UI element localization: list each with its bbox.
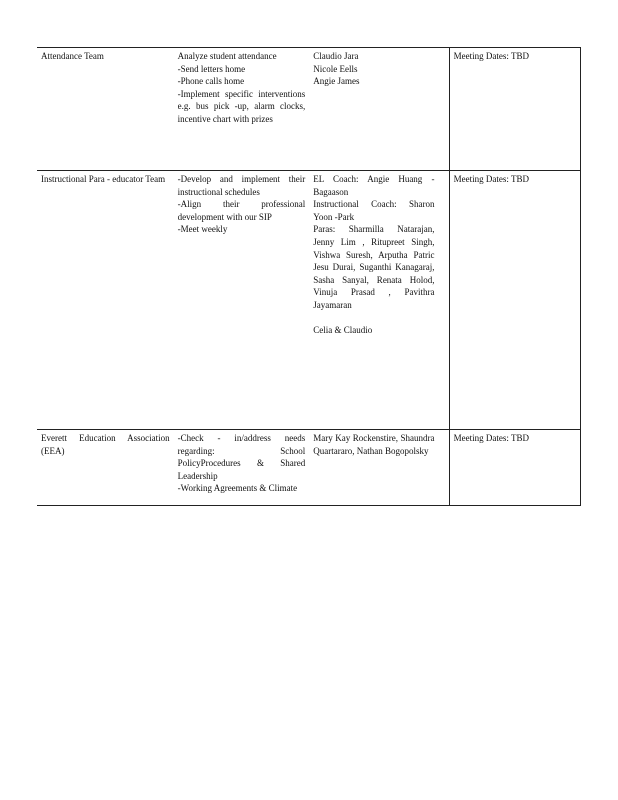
members-cell <box>309 171 438 430</box>
meeting-dates: Meeting Dates: TBD <box>453 433 529 443</box>
responsibility-line: -Implement specific interventions e.g. bus pick -up, alarm clocks, incentive chart with prizes <box>177 88 306 124</box>
responsibility-line: -Meet weekly <box>177 224 228 235</box>
spacer-cell <box>438 430 449 506</box>
team-table <box>37 47 581 506</box>
schedule-cell <box>449 430 580 506</box>
member-line: Claudio Jara <box>313 51 359 61</box>
responsibilities-cell <box>174 171 310 430</box>
responsibility-line: -Align their professional development with our SIP <box>177 199 306 222</box>
team-name: Instructional Para - educator Team <box>41 174 166 184</box>
members-cell <box>309 48 438 171</box>
responsibilities-cell <box>174 430 310 506</box>
meeting-dates: Meeting Dates: TBD <box>453 51 529 61</box>
responsibility-line: -Working Agreements & Climate <box>177 483 298 494</box>
member-line: Instructional Coach: Sharon Yoon -Park <box>313 199 435 222</box>
responsibility-line: -Develop and implement their instructional schedules <box>177 174 306 197</box>
responsibility-line: -Send letters home <box>177 63 246 74</box>
schedule-cell <box>449 48 580 171</box>
member-line: Angie James <box>313 76 360 87</box>
responsibility-line: -Phone calls home <box>177 76 245 87</box>
table-row <box>37 48 581 171</box>
meeting-dates: Meeting Dates: TBD <box>453 174 529 184</box>
spacer-cell <box>438 171 449 430</box>
team-name-cell <box>37 48 174 171</box>
team-name-cell <box>37 171 174 430</box>
schedule-cell <box>449 171 580 430</box>
members-cell <box>309 430 438 506</box>
team-name-cell <box>37 430 174 506</box>
responsibility-line: -Check - in/address needs regarding: School PolicyProcedures & Shared Leadership <box>177 433 306 481</box>
responsibility-line: Analyze student attendance <box>177 51 277 61</box>
member-spacer <box>313 312 434 325</box>
table-row <box>37 171 581 430</box>
team-name: Everett Education Association (EEA) <box>41 433 170 456</box>
table-row <box>37 430 581 506</box>
member-line: Nicole Eells <box>313 63 358 74</box>
member-line: Mary Kay Rockenstire, Shaundra Quartararo, Nathan Bogopolsky <box>313 433 435 456</box>
member-line: Celia & Claudio <box>313 325 373 336</box>
spacer-cell <box>438 48 449 171</box>
member-line: Paras: Sharmilla Natarajan, Jenny Lim , Ritupreet Singh, Vishwa Suresh, Arputha Patric Jesu Durai, Suganthi Kanagaraj, Sasha Sanyal, Renata Holod, Vinuja Prasad , Pavithra Jayamaran <box>313 224 435 310</box>
team-name: Attendance Team <box>41 51 104 61</box>
responsibilities-cell <box>174 48 310 171</box>
member-line: EL Coach: Angie Huang - Bagaason <box>313 174 435 197</box>
